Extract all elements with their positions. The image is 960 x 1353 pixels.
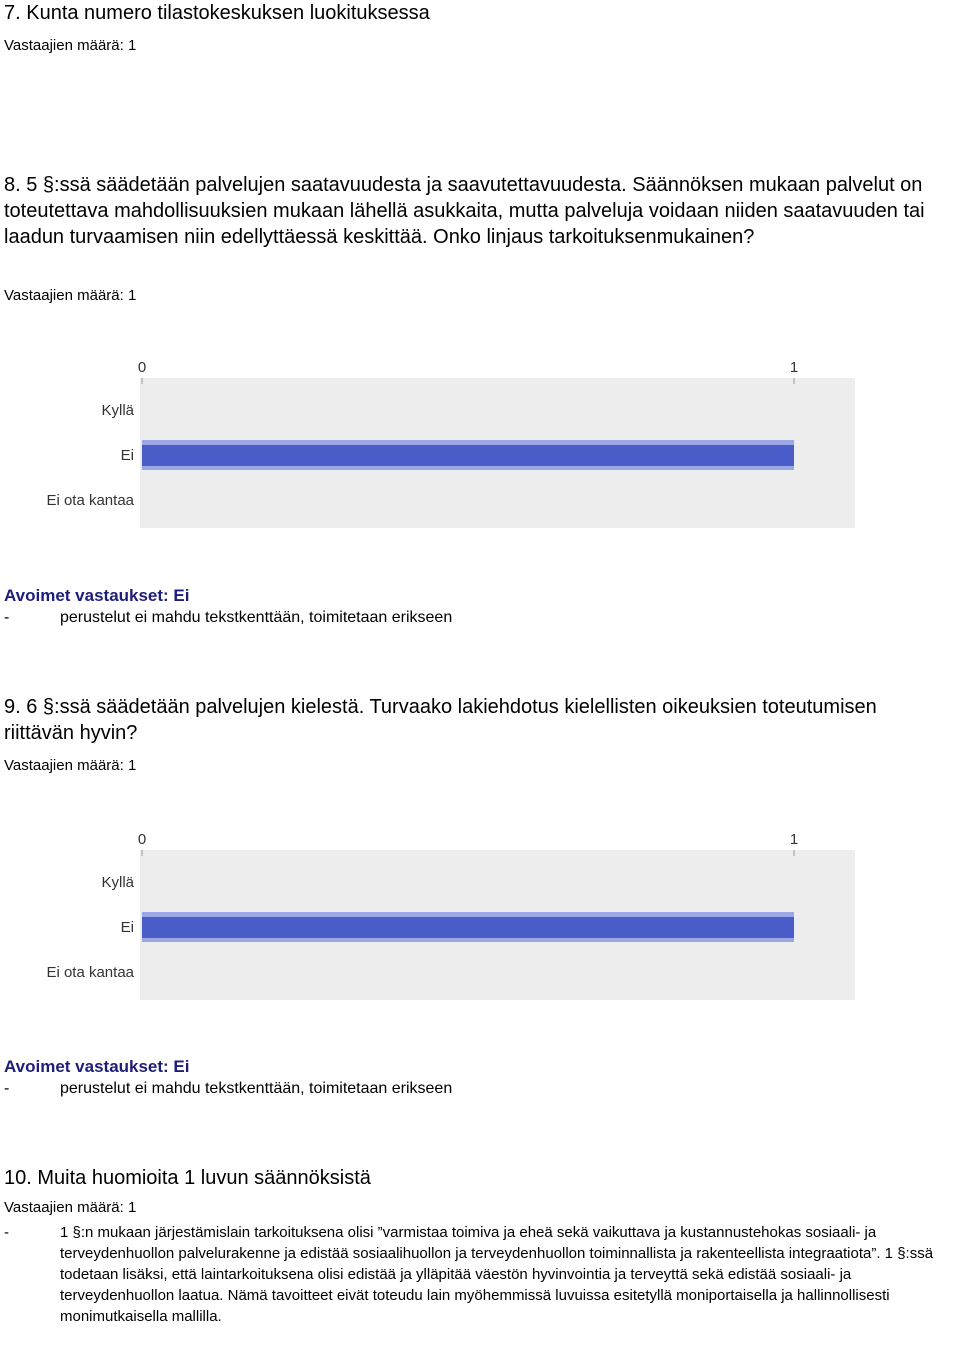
bar-highlight xyxy=(142,440,794,445)
question-10-respondents: Vastaajien määrä: 1 xyxy=(4,1199,137,1216)
question-8-respondents: Vastaajien määrä: 1 xyxy=(4,287,137,304)
question-7-respondents: Vastaajien määrä: 1 xyxy=(4,37,137,54)
open-answer-text: perustelut ei mahdu tekstkenttään, toimitetaan erikseen xyxy=(60,609,453,626)
question-7-title: 7. Kunta numero tilastokeskuksen luokituksessa xyxy=(4,2,430,24)
bar-chart xyxy=(30,350,860,534)
question-9-open-answer xyxy=(4,1080,452,1098)
open-answer-text: perustelut ei mahdu tekstkenttään, toimitetaan erikseen xyxy=(60,1080,453,1097)
x-tick-label: 0 xyxy=(137,359,147,376)
bar-shadow xyxy=(142,938,794,942)
list-dash: - xyxy=(4,609,10,626)
question-9-chart xyxy=(30,822,860,1012)
bar-highlight xyxy=(142,912,794,917)
question-9-respondents: Vastaajien määrä: 1 xyxy=(4,757,137,774)
comment-text: 1 §:n mukaan järjestämislain tarkoituksena olisi ”varmistaa toimiva ja eheä sekä vaikuttava ja kustannustehokas sosiaali- ja terveydenhuollon palvelurakenne ja edistää sosiaalihuollon ja terveydenhuollon toiminnallista ja rakenteellista integraatiota”. 1 §:ssä todetaan lisäksi, että laintarkoituksena olisi edistää ja ylläpitää väestön hyvinvointia ja terveyttä sekä edistää sosiaali- ja terveydenhuollon laatua. Nämä tavoitteet eivät toteudu lain myöhemmissä luvuissa esitetyllä moniportaisella ja hallinnollisesti monimutkaisella mallilla. xyxy=(60,1224,934,1325)
list-dash: - xyxy=(4,1080,10,1097)
category-label: Ei xyxy=(120,447,134,464)
question-8-open-answer xyxy=(4,609,452,627)
question-9-open-answers-title: Avoimet vastaukset: Ei xyxy=(4,1057,190,1076)
x-tick-label: 0 xyxy=(137,831,147,848)
question-9-title: 9. 6 §:ssä säädetään palvelujen kielestä. Turvaako lakiehdotus kielellisten oikeuksien toteutumisen riittävän hyvin? xyxy=(4,696,877,744)
x-tick-label: 1 xyxy=(789,831,799,848)
category-label: Ei ota kantaa xyxy=(46,964,134,981)
question-8-title: 8. 5 §:ssä säädetään palvelujen saatavuudesta ja saavutettavuudesta. Säännöksen mukaan palvelut on toteutettava mahdollisuuksien mukaan lähellä asukkaita, mutta palveluja voidaan niiden saatavuuden tai laadun turvaamisen niin edellyttäessä keskittää. Onko linjaus tarkoituksenmukainen? xyxy=(4,174,925,248)
list-dash: - xyxy=(4,1224,9,1241)
question-10-title: 10. Muita huomioita 1 luvun säännöksistä xyxy=(4,1167,371,1189)
bar-shadow xyxy=(142,466,794,470)
category-label: Kyllä xyxy=(101,874,134,891)
question-10-comment xyxy=(4,1222,960,1327)
category-label: Kyllä xyxy=(101,402,134,419)
question-8-open-answers-title: Avoimet vastaukset: Ei xyxy=(4,586,190,605)
bar-chart xyxy=(30,822,860,1006)
category-label: Ei xyxy=(120,919,134,936)
category-label: Ei ota kantaa xyxy=(46,492,134,509)
x-tick-label: 1 xyxy=(789,359,799,376)
question-8-chart xyxy=(30,350,860,540)
